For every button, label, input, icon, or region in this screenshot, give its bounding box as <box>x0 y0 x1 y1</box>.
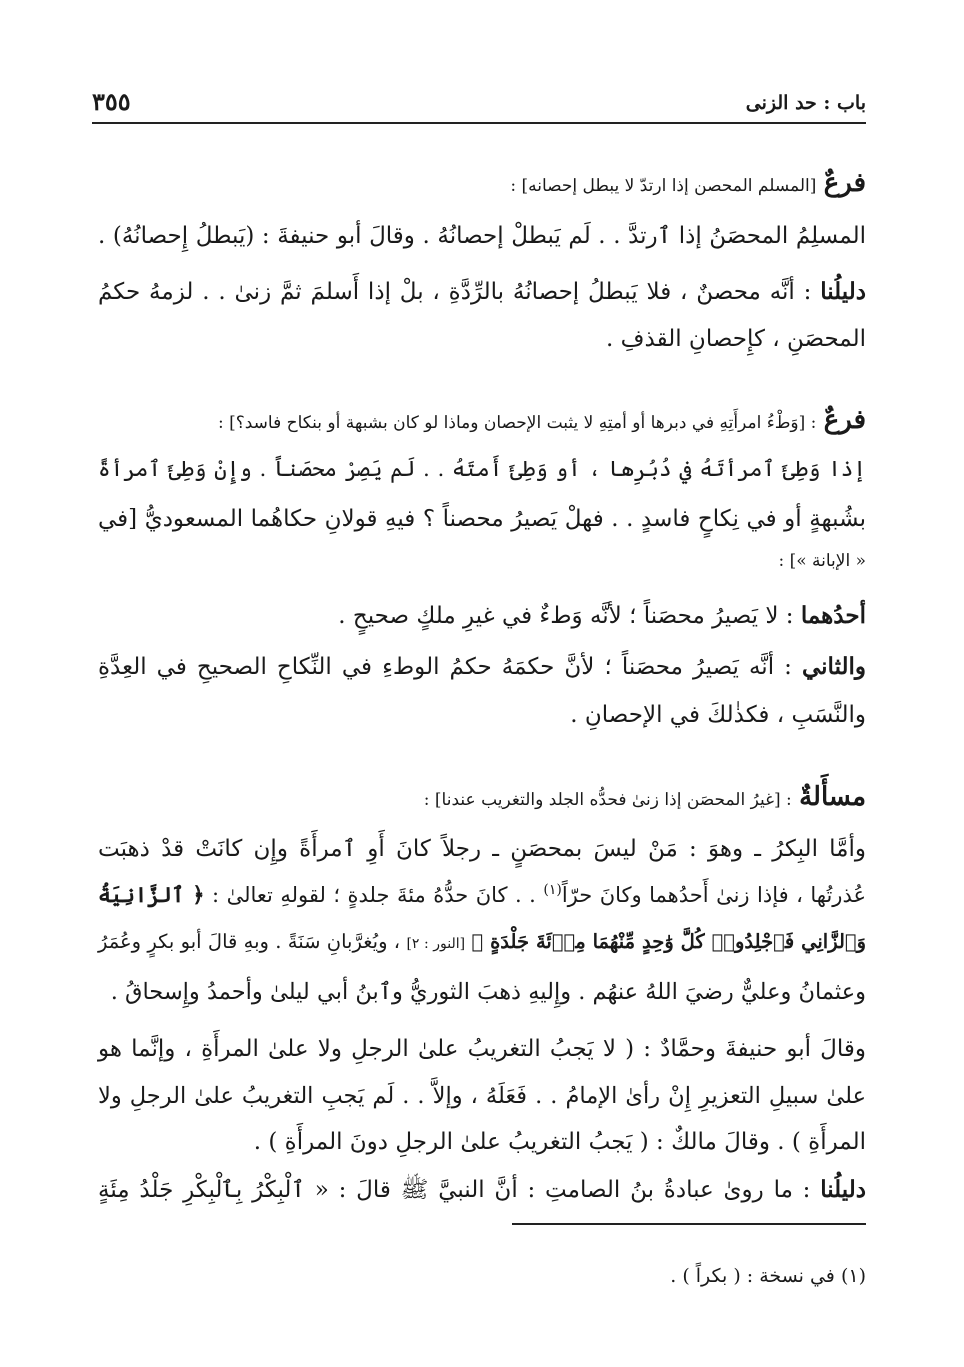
page-number: ٣٥٥ <box>92 87 131 116</box>
section-2-heading: فرعٌ <box>823 405 866 435</box>
section-2-line-1: إذا وَطِئَ ٱمرأتَهُ في دُبُرِها ، أو وَطِئَ أَمتَهُ . . لَم يَصِرْ محصَناً . وإِنْ وَطِئَ ٱمرأةً <box>98 457 866 482</box>
section-1-dalil-text: : أنَّه محصنٌ ، فلا يَبطلُ إحصانُهُ بالرِّدَّةِ ، بلْ إذا أَسلمَ ثمَّ زنىٰ . . لزمهُ حكمُ <box>98 279 812 305</box>
quran-verse-start: ﴿ ٱلزَّانِيَةُ <box>98 882 205 907</box>
section-1-line-2 <box>98 280 866 304</box>
second-opinion-label: والثاني <box>801 653 867 680</box>
quran-verse: وَٱلزَّانِي فَٱجْلِدُوا۟ كُلَّ وَٰحِدٍ مِّنْهُمَا مِا۟ئَةَ جَلْدَةٍ ﴾ <box>471 930 867 953</box>
section-1-title: [المسلم المحصن إذا ارتدّ لا يبطل إحصانه] : <box>510 176 817 196</box>
section-1-line-1: المسلِمُ المحصَنُ إذا ٱرتدَّ . . لَم يَبطلْ إحصانُهُ . وقالَ أبو حنيفةَ : (يَبطلُ إِحصانُهُ) . <box>98 223 866 249</box>
section-2-last-line: والنَّسَبِ ، فكذٰلكَ في الإحصانِ . <box>570 702 866 728</box>
section-2-first-opinion <box>338 604 866 628</box>
section-3-p1-line-4: وعثمانُ وعليٌّ رضيَ اللهُ عنهُم . وإِليهِ ذهبَ الثوريُّ وٱبنُ أبي ليلىٰ وأحمدُ وإِسحاقُ . <box>110 979 866 1005</box>
footnote-text: في نسخة : ( بكراً ) . <box>670 1265 835 1287</box>
p1-line-3-end: ، ويُغرَّبانِ سَنَةً . وبهِ قالَ أبو بكرٍ وعُمَرُ <box>98 930 401 953</box>
footnote-separator <box>512 1223 866 1225</box>
section-2-second-opinion <box>98 655 866 679</box>
chapter-title: باب : حد الزنى <box>745 92 866 114</box>
second-opinion-text: : أنَّه يَصيرُ محصَناً ؛ لأنَّ حكمَهُ حكمُ الوطءِ في النِّكاحِ الصحيحِ في العِدَّةِ <box>98 654 792 680</box>
footnote <box>670 1265 866 1287</box>
section-3-p2-line-2: علىٰ سبيلِ التعزيرِ إِنْ رأىٰ الإمامُ . . فَعَلَهُ ، وإلاَّ . . لَم يَجبِ التغريبُ علىٰ الرجلِ ولا <box>98 1083 866 1109</box>
section-2-heading-line <box>218 407 866 433</box>
section-3-heading: مسأَلةٌ <box>799 782 866 812</box>
footnote-marker: (١) <box>543 882 562 898</box>
section-3-p2-line-1: وقالَ أبو حنيفةَ وحمَّادٌ : ( لا يَجبُ التغريبُ علىٰ الرجلِ ولا علىٰ المرأَةِ ، وإنَّما هو <box>98 1036 866 1062</box>
section-3-heading-line <box>424 784 866 810</box>
section-3-dalil-text: : ما روىٰ عبادةُ بنُ الصامتِ : أنَّ النبيَّ ﷺ قالَ : « ٱلْبِكْرُ بِٱلْبِكْرِ جَلْدُ مِئَةٍ <box>98 1177 811 1203</box>
p1-line-2-middle: . . كانَ حدُّهُ مئةَ جلدةٍ ؛ لقولهِ تعالىٰ : <box>212 883 536 907</box>
verse-reference: [النور : ٢] <box>406 936 466 952</box>
section-3-p1-line-2 <box>98 883 866 906</box>
section-3-dalil-label: دليلُنا <box>820 1176 866 1203</box>
section-3-title: : [غيرُ المحصَن إذا زنىٰ فحدُّه الجلد والتغريب عندنا] : <box>423 790 792 810</box>
section-2-title: : [وَطْءُ امرأَتِهِ في دبرها أو أمتِهِ لا يثبت الإحصان وماذا لو كان بشبهة أو بنكاح فاسد؟] : <box>217 413 817 433</box>
section-3-p2-line-3: المرأَةِ ) . وقالَ مالكٌ : ( يَجبُ التغريبُ علىٰ الرجلِ دونَ المرأَةِ ) . <box>253 1129 866 1155</box>
running-header <box>92 76 866 124</box>
section-3-p1-line-3 <box>98 932 866 952</box>
section-1-dalil-label: دليلُنا <box>820 278 866 305</box>
section-1-line-3: المحصَنِ ، كإِحصانِ القذفِ . <box>606 326 866 352</box>
section-1-heading-line <box>510 170 866 196</box>
section-1-heading: فرعٌ <box>823 168 866 198</box>
first-opinion-label: أحدُهما <box>800 602 866 629</box>
section-3-p1-line-1: وأمَّا البِكرُ ـ وهوَ : مَنْ ليسَ بمحصَنٍ ـ رجلاً كانَ أَوِ ٱمرأَةً وإِن كانَتْ قدْ ذهبَت <box>98 836 866 862</box>
p1-line-2-start: عُذرتُها ، فإذا زنىٰ أَحدُهما وكانَ حرّاً <box>561 883 867 907</box>
section-2-line-2: بشُبهةٍ أو في نِكاحٍ فاسدٍ . . فهلْ يَصيرُ محصناً ؟ فيهِ قولانِ حكاهُما المسعوديُّ [في <box>98 506 866 532</box>
section-2-line-3: « الإبانة »] : <box>778 551 866 571</box>
first-opinion-text: : لا يَصيرُ محصَناً ؛ لأنَّه وَطءٌ في غيرِ ملكٍ صحيحٍ . <box>338 603 794 629</box>
footnote-number: (١) <box>840 1265 866 1287</box>
section-3-dalil-line <box>98 1178 866 1202</box>
